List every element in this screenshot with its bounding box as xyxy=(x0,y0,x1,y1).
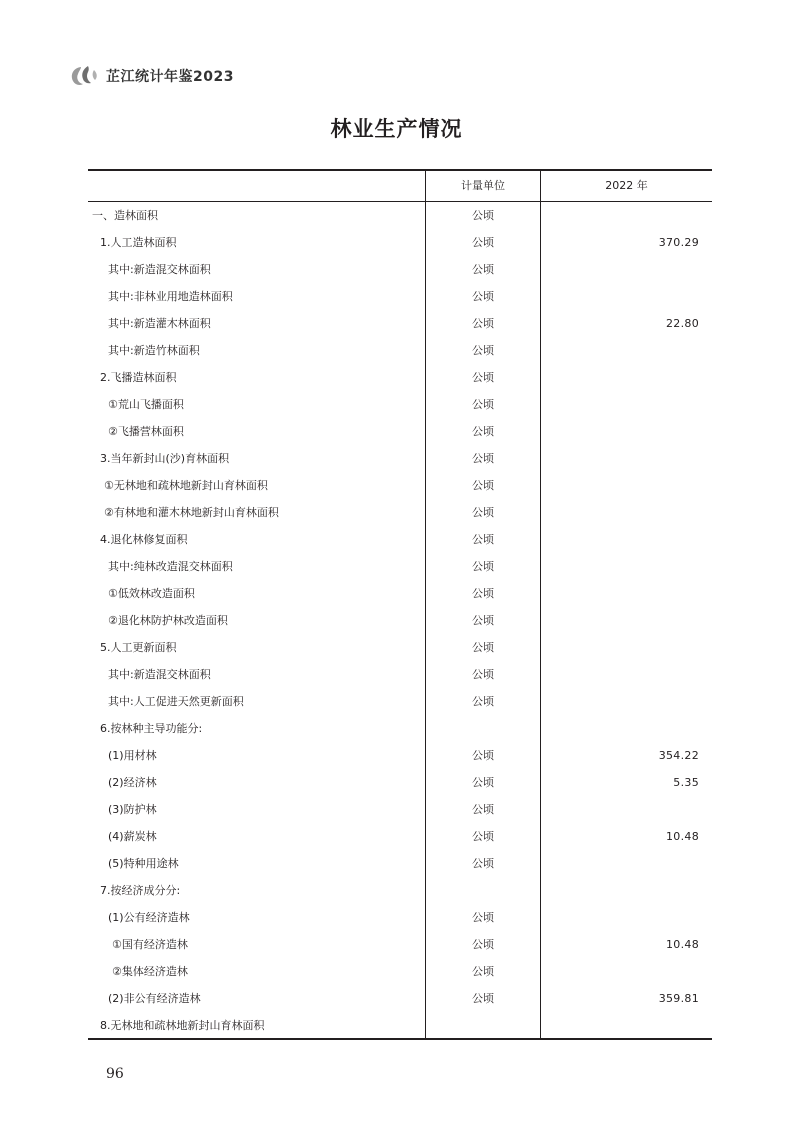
table-row xyxy=(88,553,712,580)
table-row xyxy=(88,823,712,850)
table-row xyxy=(88,1012,712,1039)
page-number: 96 xyxy=(106,1066,124,1082)
row-unit: 公顷 xyxy=(472,344,494,357)
row-unit: 公顷 xyxy=(472,614,494,627)
page-header xyxy=(68,62,234,90)
row-unit: 公顷 xyxy=(472,857,494,870)
table-row xyxy=(88,445,712,472)
row-value: 22.80 xyxy=(666,317,699,330)
row-unit: 公顷 xyxy=(472,371,494,384)
page-title: 林业生产情况 xyxy=(330,117,463,141)
table-bottom-rule xyxy=(88,1038,712,1040)
row-label: (4)薪炭林 xyxy=(108,830,157,843)
table-row xyxy=(88,904,712,931)
row-label: 7.按经济成分分: xyxy=(100,884,181,897)
column-header-year: 2022 年 xyxy=(605,179,648,192)
table-row xyxy=(88,229,712,256)
row-label: ②有林地和灌木林地新封山育林面积 xyxy=(104,506,279,519)
row-label: 其中:新造竹林面积 xyxy=(108,344,200,357)
row-label: (1)用材林 xyxy=(108,749,157,762)
row-unit: 公顷 xyxy=(472,776,494,789)
table-row xyxy=(88,985,712,1012)
table-row xyxy=(88,526,712,553)
row-value: 5.35 xyxy=(673,776,699,789)
row-label: ②集体经济造林 xyxy=(112,965,188,978)
row-unit: 公顷 xyxy=(472,641,494,654)
table-row xyxy=(88,958,712,985)
forestry-table xyxy=(88,169,712,1041)
row-label: 其中:新造混交林面积 xyxy=(108,668,211,681)
row-unit: 公顷 xyxy=(472,965,494,978)
table-row xyxy=(88,364,712,391)
row-unit: 公顷 xyxy=(472,668,494,681)
table-row xyxy=(88,202,712,229)
row-unit: 公顷 xyxy=(472,317,494,330)
row-label: 4.退化林修复面积 xyxy=(100,533,188,546)
row-label: 其中:新造混交林面积 xyxy=(108,263,211,276)
row-value: 10.48 xyxy=(666,938,699,951)
row-label: (2)非公有经济造林 xyxy=(108,992,201,1005)
row-label: (5)特种用途林 xyxy=(108,857,179,870)
table-row xyxy=(88,877,712,904)
row-label: ①国有经济造林 xyxy=(112,938,188,951)
table-row xyxy=(88,661,712,688)
row-label: 其中:非林业用地造林面积 xyxy=(108,290,233,303)
table-row xyxy=(88,796,712,823)
table-row xyxy=(88,499,712,526)
row-label: ①无林地和疏林地新封山育林面积 xyxy=(104,479,268,492)
row-unit: 公顷 xyxy=(472,263,494,276)
row-label: 2.飞播造林面积 xyxy=(100,371,177,384)
row-label: (2)经济林 xyxy=(108,776,157,789)
row-unit: 公顷 xyxy=(472,695,494,708)
row-unit: 公顷 xyxy=(472,911,494,924)
row-value: 370.29 xyxy=(658,236,699,249)
table-row xyxy=(88,256,712,283)
row-label: 其中:纯林改造混交林面积 xyxy=(108,560,233,573)
row-label: 其中:人工促进天然更新面积 xyxy=(108,695,244,708)
table-row xyxy=(88,742,712,769)
row-unit: 公顷 xyxy=(472,479,494,492)
table-row xyxy=(88,850,712,877)
row-label: 3.当年新封山(沙)育林面积 xyxy=(100,452,230,465)
row-unit: 公顷 xyxy=(472,506,494,519)
table-row xyxy=(88,337,712,364)
row-label: 6.按林种主导功能分: xyxy=(100,722,203,735)
table-row xyxy=(88,931,712,958)
table-row xyxy=(88,580,712,607)
table-body xyxy=(88,202,712,1039)
row-unit: 公顷 xyxy=(472,938,494,951)
table-row xyxy=(88,769,712,796)
row-unit: 公顷 xyxy=(472,452,494,465)
yearbook-logo-icon xyxy=(68,64,100,88)
row-unit: 公顷 xyxy=(472,830,494,843)
row-label: ①荒山飞播面积 xyxy=(108,398,184,411)
row-unit: 公顷 xyxy=(472,803,494,816)
table-row xyxy=(88,283,712,310)
column-header-unit: 计量单位 xyxy=(461,179,505,192)
row-unit: 公顷 xyxy=(472,749,494,762)
row-label: 8.无林地和疏林地新封山育林面积 xyxy=(100,1019,265,1032)
yearbook-title: 芷江统计年鉴2023 xyxy=(106,69,234,85)
table-row xyxy=(88,715,712,742)
row-label: (1)公有经济造林 xyxy=(108,911,190,924)
row-unit: 公顷 xyxy=(472,398,494,411)
row-label: 1.人工造林面积 xyxy=(100,236,177,249)
row-unit: 公顷 xyxy=(472,236,494,249)
row-label: 一、造林面积 xyxy=(92,209,158,222)
row-unit: 公顷 xyxy=(472,560,494,573)
table-row xyxy=(88,634,712,661)
row-unit: 公顷 xyxy=(472,992,494,1005)
row-unit: 公顷 xyxy=(472,587,494,600)
row-value: 359.81 xyxy=(658,992,699,1005)
table-row xyxy=(88,472,712,499)
table-row xyxy=(88,607,712,634)
row-label: ②退化林防护林改造面积 xyxy=(108,614,228,627)
row-label: 5.人工更新面积 xyxy=(100,641,177,654)
row-value: 10.48 xyxy=(666,830,699,843)
table-row xyxy=(88,688,712,715)
row-label: 其中:新造灌木林面积 xyxy=(108,317,211,330)
row-label: ②飞播营林面积 xyxy=(108,425,184,438)
row-label: (3)防护林 xyxy=(108,803,157,816)
row-value: 354.22 xyxy=(658,749,699,762)
row-label: ①低效林改造面积 xyxy=(108,587,195,600)
row-unit: 公顷 xyxy=(472,290,494,303)
row-unit: 公顷 xyxy=(472,209,494,222)
row-unit: 公顷 xyxy=(472,533,494,546)
table-row xyxy=(88,391,712,418)
table-row xyxy=(88,310,712,337)
row-unit: 公顷 xyxy=(472,425,494,438)
table-row xyxy=(88,418,712,445)
